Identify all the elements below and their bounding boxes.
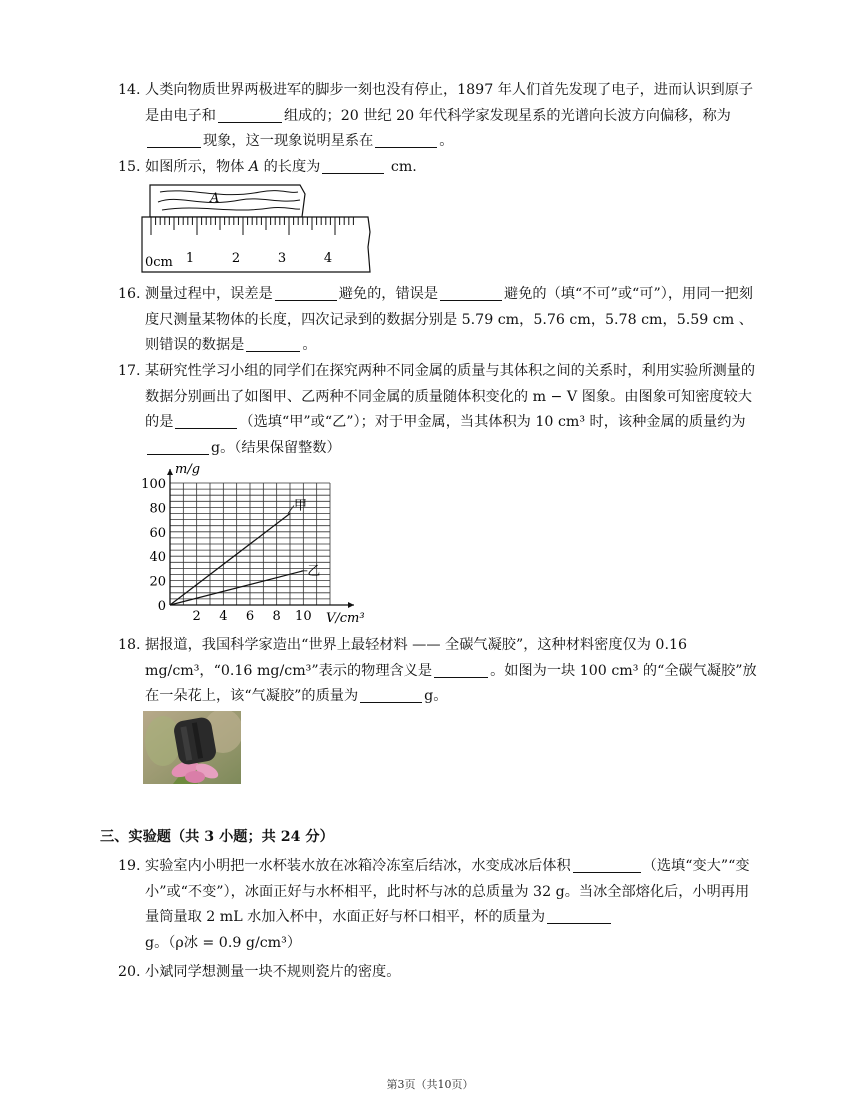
question-text: 如图所示，物体 A 的长度为 cm. [145, 159, 417, 175]
object-a-label: A [210, 191, 220, 206]
y-tick-label: 0 [157, 599, 166, 614]
answer-blank[interactable] [275, 285, 337, 301]
x-tick-label: 2 [192, 609, 201, 624]
series-label: 乙 [307, 563, 321, 579]
question-text: 人类向物质世界两极进军的脚步一刻也没有停止，1897 年人们首先发现了电子，进而认识到原子是由电子和 组成的；20 世纪 20 年代科学家发现星系的光谱向长波方向偏移，称为现象，这一现象说明星系在 。 [145, 82, 754, 149]
x-tick-label: 6 [245, 609, 255, 624]
x-axis-label: V/cm³ [326, 611, 365, 626]
question-number: 19. [118, 858, 141, 874]
question-17 [118, 359, 763, 461]
question-16 [118, 282, 763, 359]
question-number: 16. [118, 286, 141, 302]
question-text: 据报道，我国科学家造出“世界上最轻材料 —— 全碳气凝胶”，这种材料密度仅为 0.16 mg/cm³，“0.16 mg/cm³”表示的物理含义是 。如图为一块 100 cm³ 的“全碳气凝胶”放在一朵花上，该“气凝胶”的质量为 g。 [145, 637, 757, 704]
y-tick-label: 100 [141, 477, 166, 492]
ruler-tick-label: 3 [277, 251, 287, 266]
answer-blank[interactable] [175, 413, 237, 429]
question-20 [118, 960, 763, 986]
y-tick-label: 60 [149, 525, 166, 541]
y-tick-label: 40 [149, 550, 166, 566]
ruler-figure [140, 182, 380, 276]
question-text: 某研究性学习小组的同学们在探究两种不同金属的质量与其体积之间的关系时，利用实验所测量的数据分别画出了如图甲、乙两种不同金属的质量随体积变化的 m − V 图象。由图象可知密度较大的是 （选填“甲”或“乙”）；对于甲金属，当其体积为 10 cm³ 时，该种金属的质量约为g。（结果保留整数） [145, 363, 756, 456]
photo-drawing [143, 711, 241, 784]
ruler-tick-label: 2 [231, 251, 241, 266]
answer-blank[interactable] [147, 132, 201, 148]
answer-blank[interactable] [246, 336, 300, 352]
answer-blank[interactable] [375, 132, 437, 148]
question-14 [118, 78, 763, 155]
answer-blank[interactable] [322, 158, 384, 174]
question-15 [118, 155, 763, 181]
ruler-unit-label: 0cm [145, 255, 173, 270]
ruler-tick-label: 4 [323, 251, 333, 266]
question-text: 实验室内小明把一水杯装水放在冰箱冷冻室后结冰，水变成冰后体积 （选填“变大”“变小”或“不变”），冰面正好与水杯相平，此时杯与冰的总质量为 32 g。当冰全部熔化后，小明再用量筒量取 2 mL 水加入杯中，水面正好与杯口相平，杯的质量为g。（ρ冰 = 0.9 g/cm³） [145, 858, 750, 951]
y-axis-label: m/g [175, 462, 201, 477]
answer-blank[interactable] [360, 687, 422, 703]
question-number: 17. [118, 363, 141, 379]
y-tick-label: 80 [149, 501, 166, 517]
series-label: 甲 [294, 498, 308, 514]
answer-blank[interactable] [547, 908, 611, 924]
answer-blank[interactable] [440, 285, 502, 301]
answer-blank[interactable] [573, 857, 641, 873]
y-tick-label: 20 [149, 574, 166, 590]
question-number: 14. [118, 82, 141, 98]
question-number: 15. [118, 159, 141, 175]
ruler-body [142, 217, 370, 272]
x-tick-label: 10 [295, 609, 312, 624]
y-axis-arrow [167, 469, 173, 475]
question-text: 小斌同学想测量一块不规则瓷片的密度。 [145, 964, 401, 980]
answer-blank[interactable] [147, 439, 209, 455]
question-19 [118, 854, 763, 956]
aerogel-on-flower-photo [143, 711, 241, 784]
ruler-tick-label: 1 [185, 251, 195, 266]
x-tick-label: 8 [272, 609, 281, 624]
chart-axes [167, 469, 354, 608]
page-footer: 第3页（共10页） [386, 1078, 474, 1091]
x-tick-label: 4 [219, 609, 228, 624]
question-number: 18. [118, 637, 141, 653]
section-title: 三、实验题（共 3 小题；共 24 分） [100, 829, 334, 845]
question-number: 20. [118, 964, 141, 980]
question-18 [118, 633, 763, 710]
x-axis-arrow [348, 602, 354, 608]
mass-volume-chart [140, 458, 370, 628]
question-text: 测量过程中，误差是 避免的，错误是 避免的（填“不可”或“可”），用同一把刻度尺测量某物体的长度，四次记录到的数据分别是 5.79 cm，5.76 cm，5.78 cm，5.59 cm 、则错误的数据是 。 [145, 286, 753, 353]
answer-blank[interactable] [434, 662, 488, 678]
chart-series [170, 499, 320, 606]
answer-blank[interactable] [218, 107, 282, 123]
series-line [170, 514, 290, 606]
